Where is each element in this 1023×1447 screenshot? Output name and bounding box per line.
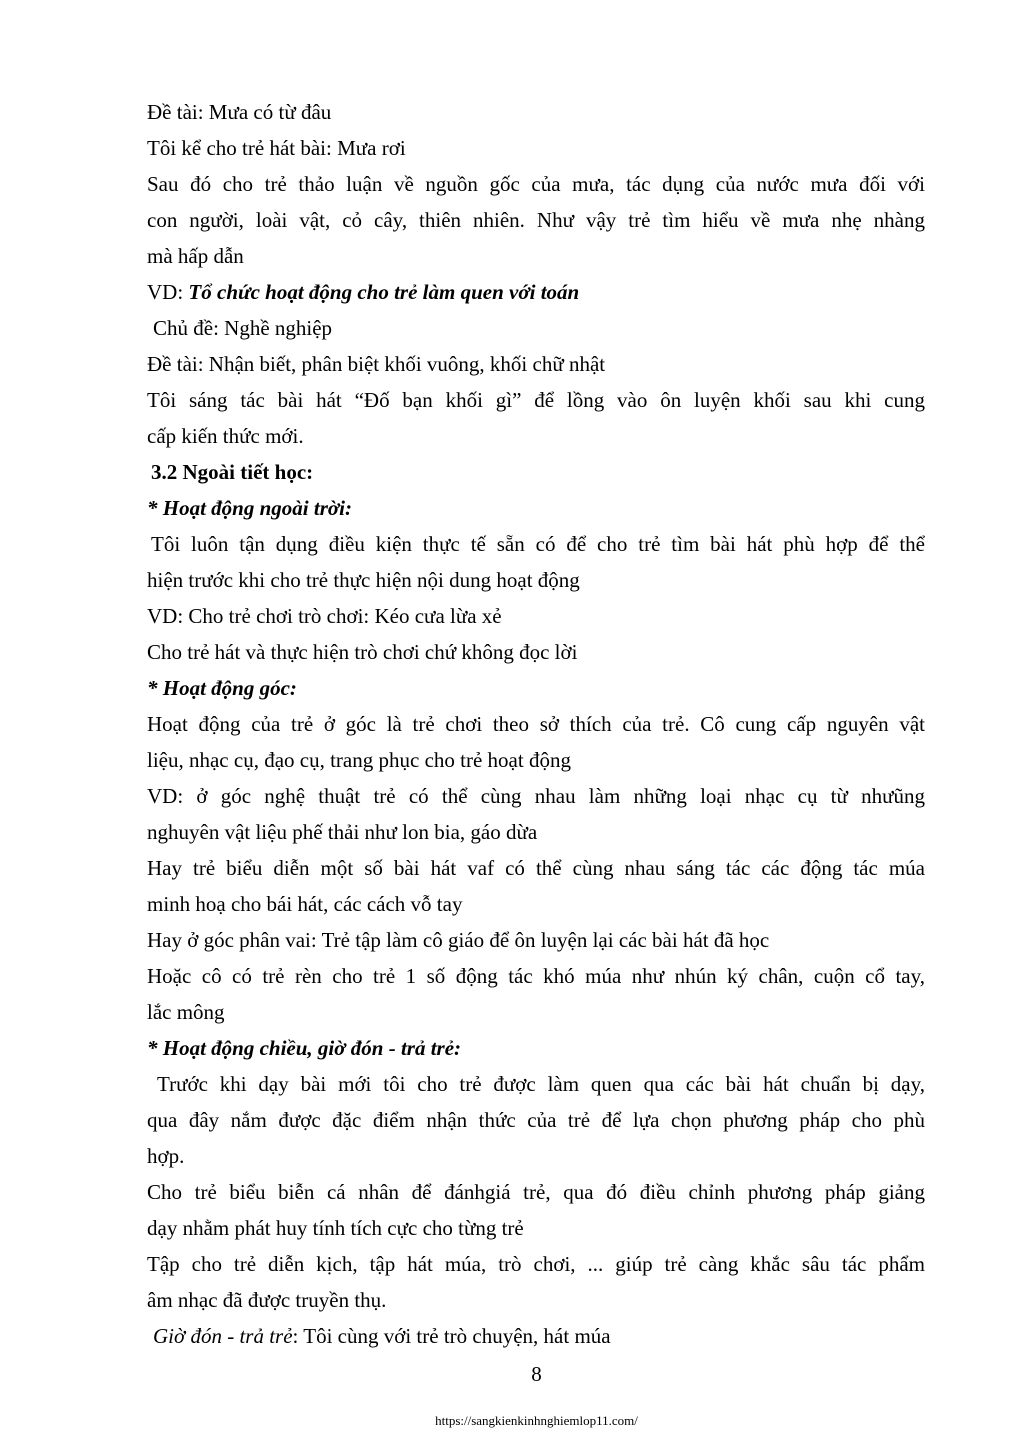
text-line: âm nhạc đã được truyền thụ.: [147, 1288, 387, 1312]
text-line: Hoạt động của trẻ ở góc là trẻ chơi theo sở thích của trẻ. Cô cung cấp nguyên vật: [147, 712, 925, 736]
example-heading: [147, 274, 925, 310]
text-line: Cho trẻ hát và thực hiện trò chơi chứ không đọc lời: [147, 640, 578, 664]
example-prefix: VD:: [147, 280, 189, 304]
text-line: qua đây nắm được đặc điểm nhận thức của trẻ để lựa chọn phương pháp cho phù: [147, 1108, 925, 1132]
text-line: con người, loài vật, cỏ cây, thiên nhiên. Như vậy trẻ tìm hiểu về mưa nhẹ nhàng: [147, 208, 925, 232]
text-line: liệu, nhạc cụ, đạo cụ, trang phục cho trẻ hoạt động: [147, 748, 571, 772]
text-line: [147, 1318, 925, 1354]
subsection-heading: * Hoạt động chiều, giờ đón - trả trẻ:: [147, 1036, 462, 1060]
text-line: minh hoạ cho bái hát, các cách vỗ tay: [147, 892, 463, 916]
text-line: lắc mông: [147, 1000, 225, 1024]
subsection-heading: * Hoạt động góc:: [147, 676, 297, 700]
text-line: mà hấp dẫn: [147, 244, 244, 268]
text-line: Tôi luôn tận dụng điều kiện thực tế sẵn có để cho trẻ tìm bài hát phù hợp để thể: [151, 532, 925, 556]
example-title: Tổ chức hoạt động cho trẻ làm quen với toán: [188, 280, 580, 304]
emphasis-label: Giờ đón - trả trẻ: [153, 1324, 293, 1348]
text-line: hợp.: [147, 1144, 185, 1168]
text-line: Cho trẻ biểu biễn cá nhân để đánhgiá trẻ, qua đó điều chỉnh phương pháp giảng: [147, 1180, 925, 1204]
text-line: VD: Cho trẻ chơi trò chơi: Kéo cưa lừa xẻ: [147, 604, 502, 628]
section-heading: 3.2 Ngoài tiết học:: [151, 460, 314, 484]
text-line: Chủ đề: Nghề nghiệp: [153, 316, 333, 340]
text-line: VD: ở góc nghệ thuật trẻ có thể cùng nhau làm những loại nhạc cụ từ nhưũng: [147, 784, 925, 808]
document-body: [147, 94, 925, 1354]
text-line: Hoặc cô có trẻ rèn cho trẻ 1 số động tác khó múa như nhún ký chân, cuộn cổ tay,: [147, 964, 925, 988]
text-line: dạy nhằm phát huy tính tích cực cho từng trẻ: [147, 1216, 524, 1240]
text-line: Hay ở góc phân vai: Trẻ tập làm cô giáo để ôn luyện lại các bài hát đã học: [147, 928, 770, 952]
text-span: : Tôi cùng với trẻ trò chuyện, hát múa: [292, 1324, 611, 1348]
text-line: cấp kiến thức mới.: [147, 424, 304, 448]
text-line: Trước khi dạy bài mới tôi cho trẻ được làm quen qua các bài hát chuẩn bị dạy,: [157, 1072, 925, 1096]
page-number: 8: [531, 1362, 542, 1386]
text-line: Đề tài: Mưa có từ đâu: [147, 100, 332, 124]
text-line: Đề tài: Nhận biết, phân biệt khối vuông, khối chữ nhật: [147, 352, 606, 376]
text-line: Sau đó cho trẻ thảo luận về nguồn gốc của mưa, tác dụng của nước mưa đối với: [147, 172, 925, 196]
footer-url: https://sangkienkinhnghiemlop11.com/: [435, 1413, 638, 1428]
text-line: nghuyên vật liệu phế thải như lon bia, gáo dừa: [147, 820, 538, 844]
text-line: Tôi sáng tác bài hát “Đố bạn khối gì” để lồng vào ôn luyện khối sau khi cung: [147, 388, 925, 412]
text-line: Tôi kể cho trẻ hát bài: Mưa rơi: [147, 136, 406, 160]
text-line: Hay trẻ biểu diễn một số bài hát vaf có thể cùng nhau sáng tác các động tác múa: [147, 856, 925, 880]
subsection-heading: * Hoạt động ngoài trời:: [147, 496, 352, 520]
text-line: Tập cho trẻ diễn kịch, tập hát múa, trò chơi, ... giúp trẻ càng khắc sâu tác phẩm: [147, 1252, 925, 1276]
text-line: hiện trước khi cho trẻ thực hiện nội dung hoạt động: [147, 568, 580, 592]
